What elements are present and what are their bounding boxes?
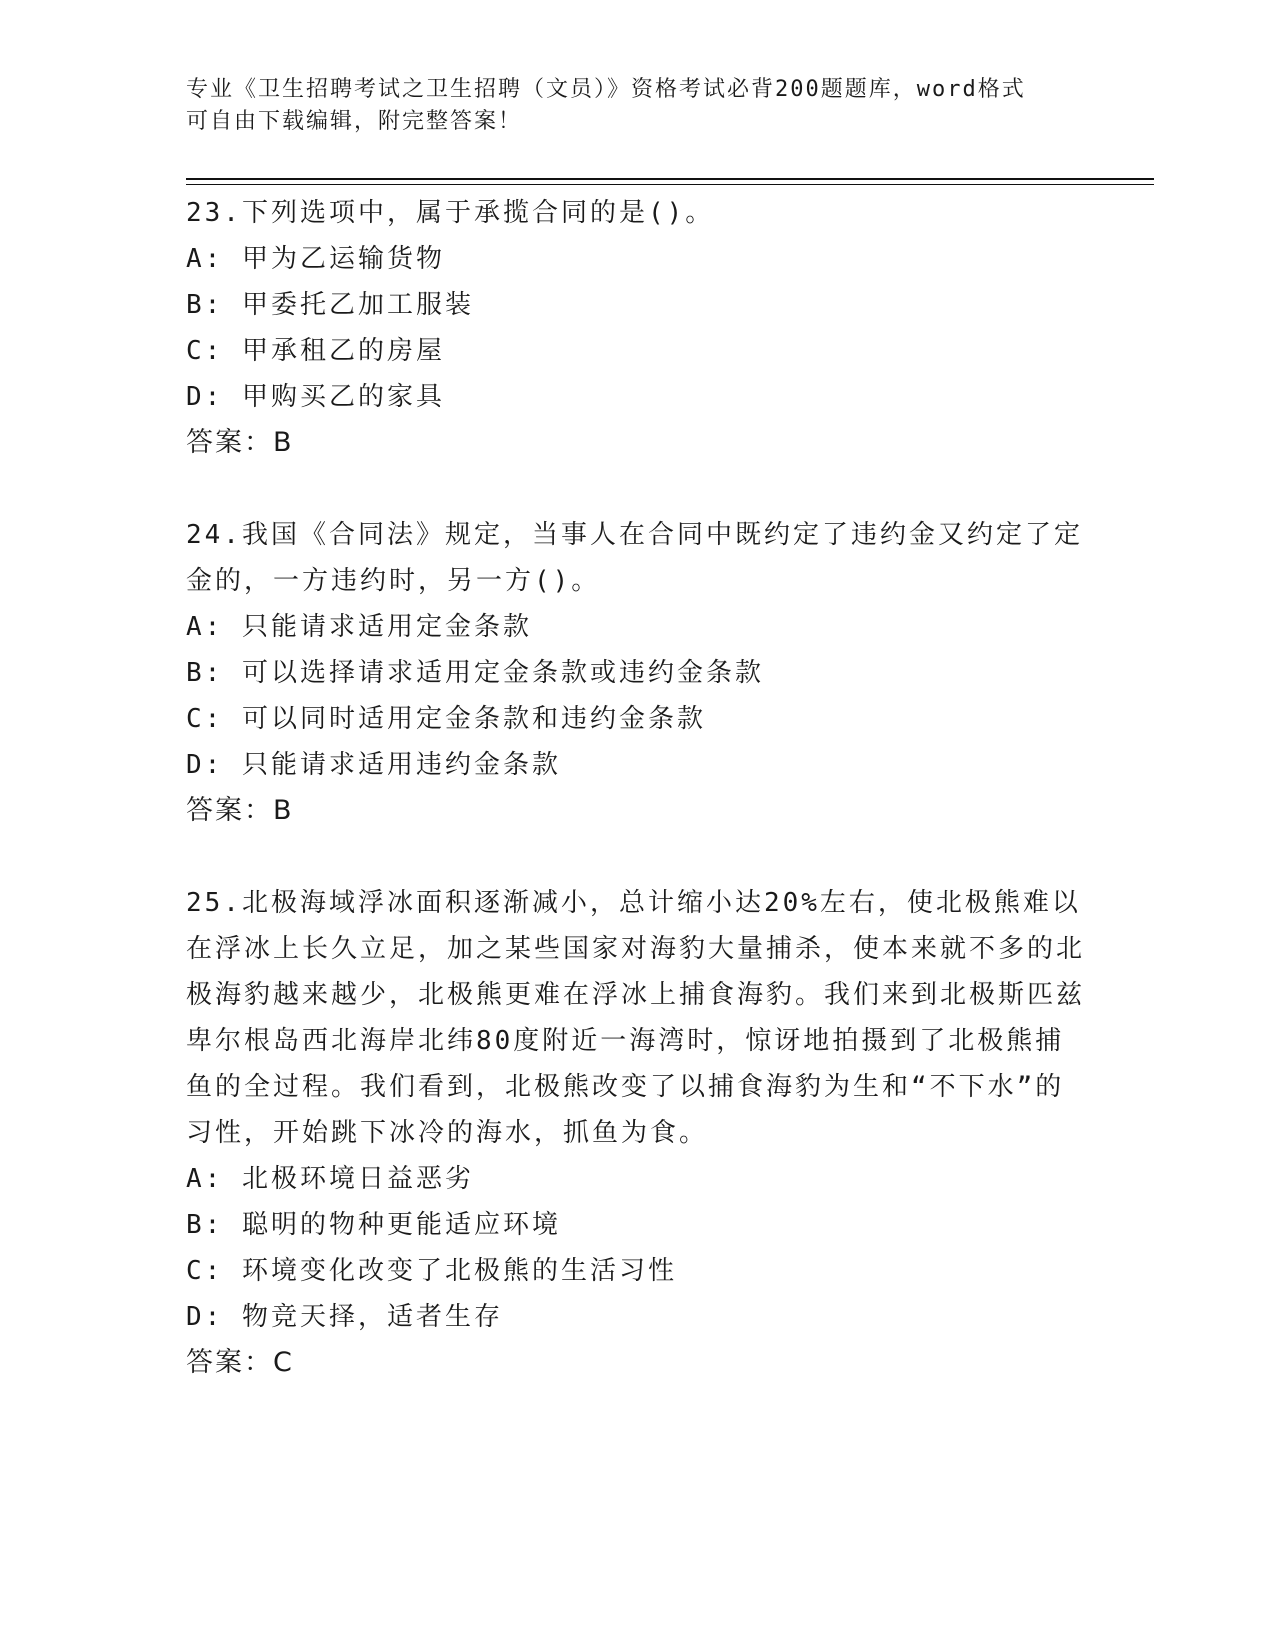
option-c: C: 甲承租乙的房屋 bbox=[186, 336, 445, 366]
answer-line: 答案：C bbox=[186, 1347, 294, 1378]
option-b: B: 甲委托乙加工服装 bbox=[186, 290, 474, 320]
option-c: C: 环境变化改变了北极熊的生活习性 bbox=[186, 1256, 677, 1286]
question-stem: 25.北极海域浮冰面积逐渐减小，总计缩小达20%左右，使北极熊难以在浮冰上长久立足，加之某些国家对海豹大量捕杀，使本来就不多的北极海豹越来越少，北极熊更难在浮冰上捕食海豹。我们来到北极斯匹兹卑尔根岛西北海岸北纬80度附近一海湾时，惊讶地拍摄到了北极熊捕鱼的全过程。我们看到，北极熊改变了以捕食海豹为生和“不下水”的习性，开始跳下冰冷的海水，抓鱼为食。 bbox=[186, 888, 1086, 1148]
option-a: A: 只能请求适用定金条款 bbox=[186, 612, 532, 642]
option-b: B: 可以选择请求适用定金条款或违约金条款 bbox=[186, 658, 764, 688]
question-stem: 23.下列选项中，属于承揽合同的是()。 bbox=[186, 198, 715, 228]
question-24 bbox=[186, 512, 1086, 834]
answer-line: 答案：B bbox=[186, 795, 294, 826]
option-d: D: 物竞天择，适者生存 bbox=[186, 1302, 503, 1332]
header-line-2: 可自由下载编辑，附完整答案！ bbox=[186, 109, 523, 134]
answer-line: 答案：B bbox=[186, 427, 294, 458]
question-23 bbox=[186, 190, 1086, 466]
question-list bbox=[186, 190, 1086, 1432]
header-rule-thick bbox=[186, 178, 1154, 180]
option-c: C: 可以同时适用定金条款和违约金条款 bbox=[186, 704, 706, 734]
question-25 bbox=[186, 880, 1086, 1386]
option-a: A: 北极环境日益恶劣 bbox=[186, 1164, 474, 1194]
question-stem: 24.我国《合同法》规定，当事人在合同中既约定了违约金又约定了定金的，一方违约时，另一方()。 bbox=[186, 520, 1083, 596]
option-d: D: 只能请求适用违约金条款 bbox=[186, 750, 561, 780]
header-line-1: 专业《卫生招聘考试之卫生招聘（文员）》资格考试必背200题题库，word格式 bbox=[186, 77, 1026, 102]
header-rule-thin bbox=[186, 184, 1154, 185]
option-d: D: 甲购买乙的家具 bbox=[186, 382, 445, 412]
option-a: A: 甲为乙运输货物 bbox=[186, 244, 445, 274]
option-b: B: 聪明的物种更能适应环境 bbox=[186, 1210, 561, 1240]
document-header bbox=[186, 74, 1086, 138]
